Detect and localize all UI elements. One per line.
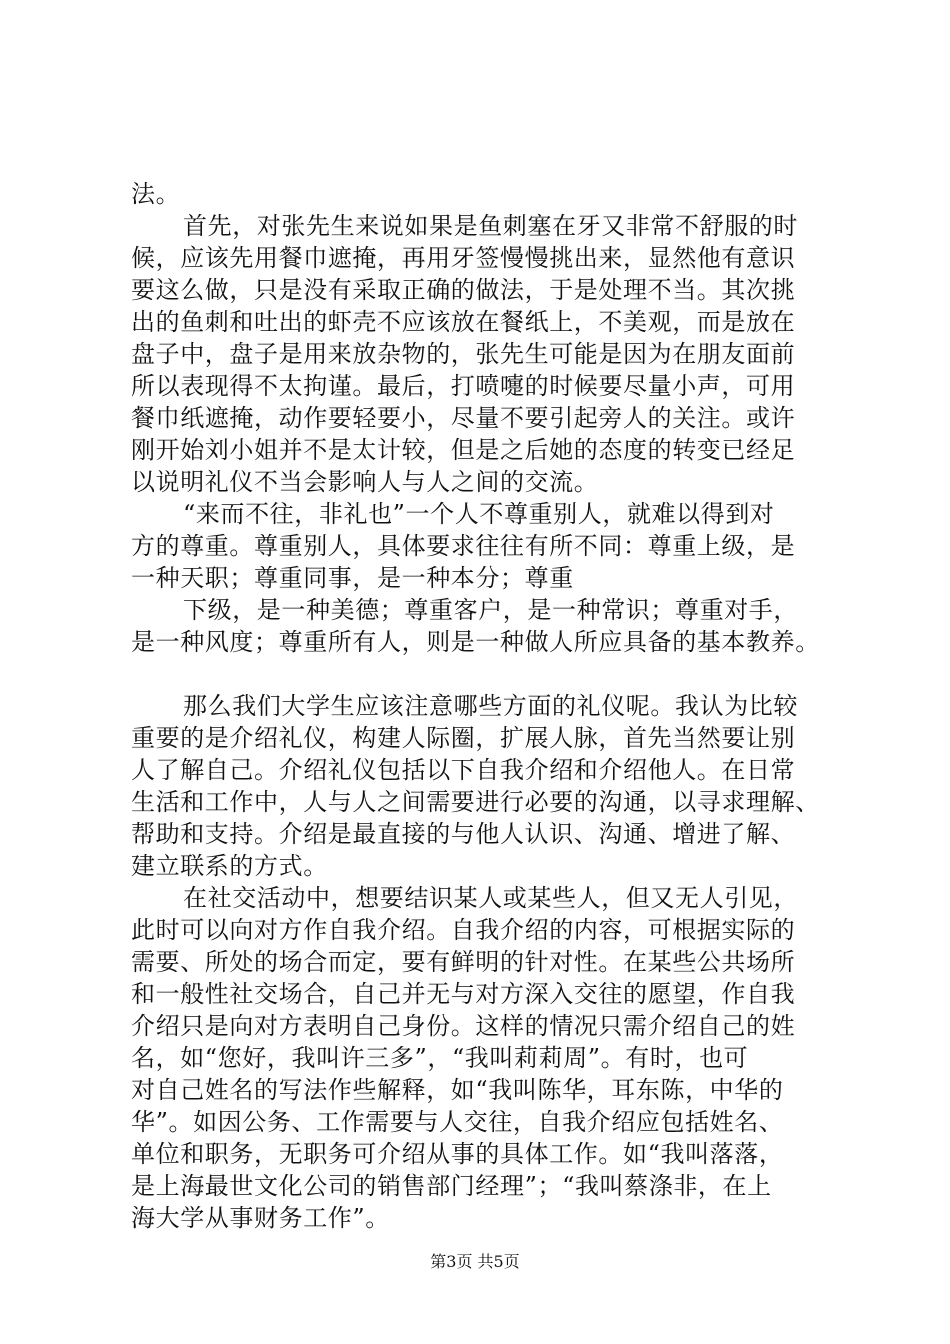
text-line: 出的鱼刺和吐出的虾壳不应该放在餐纸上，不美观，而是放在 <box>131 308 796 336</box>
text-line: 华”。如因公务、工作需要与人交往，自我介绍应包括姓名、 <box>131 1108 784 1136</box>
text-line: 在社交活动中，想要结识某人或某些人，但又无人引见， <box>183 884 798 912</box>
text-line: “来而不往，非礼也”一个人不尊重别人，就难以得到对 <box>183 500 775 528</box>
text-line: 是上海最世文化公司的销售部门经理”；“我叫蔡涤非，在上 <box>131 1172 772 1200</box>
text-line: 对自己姓名的写法作些解释，如“我叫陈华，耳东陈，中华的 <box>131 1076 784 1104</box>
text-line: 那么我们大学生应该注意哪些方面的礼仪呢。我认为比较 <box>183 692 798 720</box>
text-line: 建立联系的方式。 <box>131 852 328 880</box>
page-number-footer: 第3页 共5页 <box>430 1252 520 1271</box>
text-line: 餐巾纸遮掩，动作要轻要小，尽量不要引起旁人的关注。或许 <box>131 404 796 432</box>
text-line: 人了解自己。介绍礼仪包括以下自我介绍和介绍他人。在日常 <box>131 756 796 784</box>
text-line: 盘子中，盘子是用来放杂物的，张先生可能是因为在朋友面前 <box>131 340 796 368</box>
text-line: 名，如“您好，我叫许三多”，“我叫莉莉周”。有时，也可 <box>131 1044 749 1072</box>
text-line: 生活和工作中，人与人之间需要进行必要的沟通，以寻求理解、 <box>131 788 820 816</box>
text-line: 重要的是介绍礼仪，构建人际圈，扩展人脉，首先当然要让别 <box>131 724 796 752</box>
text-line: 下级，是一种美德；尊重客户，是一种常识；尊重对手， <box>183 596 798 624</box>
text-line: 候，应该先用餐巾遮掩，再用牙签慢慢挑出来，显然他有意识 <box>131 244 796 272</box>
text-line: 需要、所处的场合而定，要有鲜明的针对性。在某些公共场所 <box>131 948 796 976</box>
text-line: 此时可以向对方作自我介绍。自我介绍的内容，可根据实际的 <box>131 916 796 944</box>
text-line: 刚开始刘小姐并不是太计较，但是之后她的态度的转变已经足 <box>131 436 796 464</box>
text-line: 要这么做，只是没有采取正确的做法，于是处理不当。其次挑 <box>131 276 796 304</box>
text-line: 首先，对张先生来说如果是鱼刺塞在牙又非常不舒服的时 <box>183 212 798 240</box>
text-line: 法。 <box>131 180 181 208</box>
text-line: 方的尊重。尊重别人，具体要求往往有所不同：尊重上级，是 <box>131 532 796 560</box>
text-line: 海大学从事财务工作”。 <box>131 1204 390 1232</box>
text-line: 所以表现得不太拘谨。最后，打喷嚏的时候要尽量小声，可用 <box>131 372 796 400</box>
text-line: 帮助和支持。介绍是最直接的与他人认识、沟通、增进了解、 <box>131 820 796 848</box>
text-line: 单位和职务，无职务可介绍从事的具体工作。如“我叫落落， <box>131 1140 784 1168</box>
text-line: 介绍只是向对方表明自己身份。这样的情况只需介绍自己的姓 <box>131 1012 796 1040</box>
text-line: 是一种风度；尊重所有人，则是一种做人所应具备的基本教养。 <box>131 628 820 656</box>
text-line: 一种天职；尊重同事，是一种本分；尊重 <box>131 564 574 592</box>
text-line: 以说明礼仪不当会影响人与人之间的交流。 <box>131 468 599 496</box>
text-line: 和一般性社交场合，自己并无与对方深入交往的愿望，作自我 <box>131 980 796 1008</box>
